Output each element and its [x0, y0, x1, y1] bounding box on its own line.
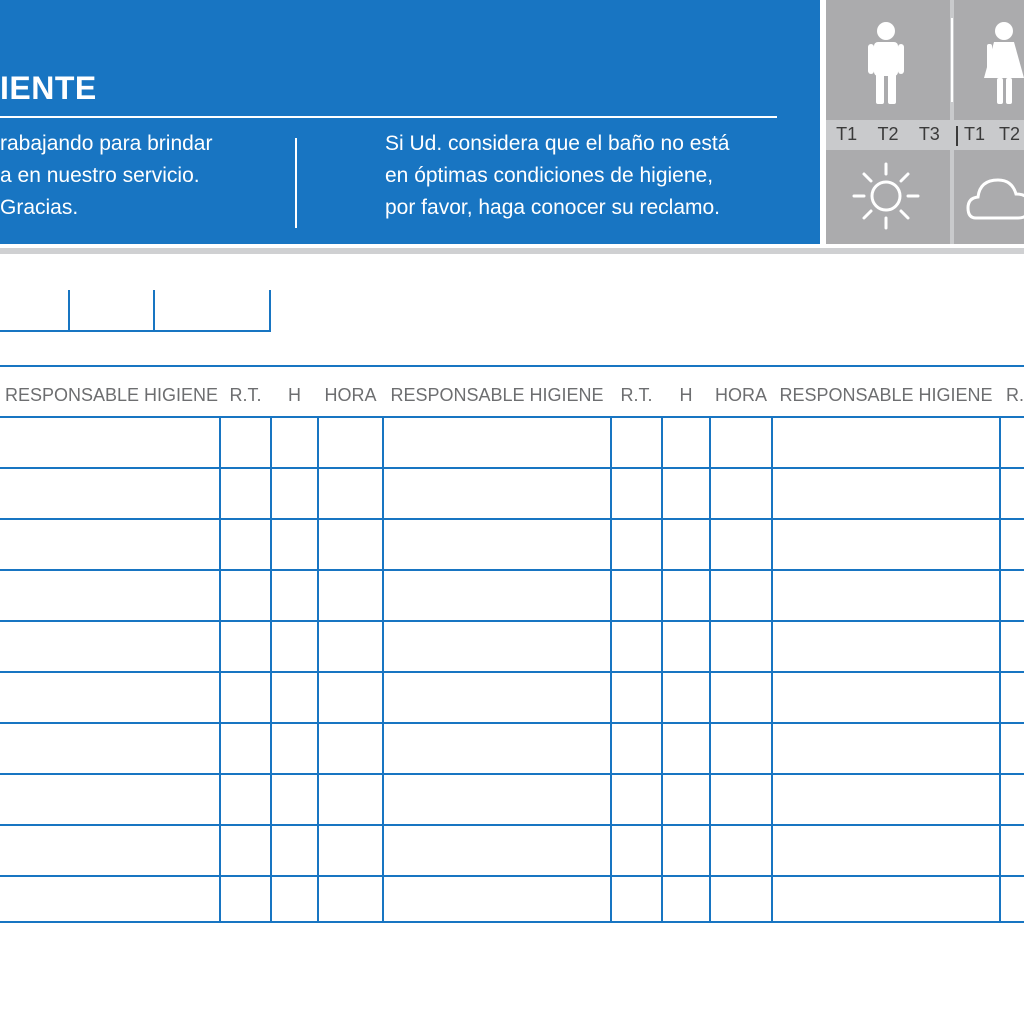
turn-label: T2	[877, 124, 899, 144]
column-header: H	[679, 385, 693, 405]
column-header: RESPONSABLE HIGIENE	[779, 385, 993, 405]
table-rule	[0, 467, 1024, 469]
column-header: HORA	[714, 385, 767, 405]
notice-line: por favor, haga conocer su reclamo.	[385, 196, 721, 219]
column-rule	[999, 416, 1001, 921]
intro-line: a en nuestro servicio.	[0, 164, 200, 187]
banner-bottom-rule	[0, 248, 1024, 254]
column-header: RESPONSABLE HIGIENE	[390, 385, 604, 405]
header-banner	[0, 0, 820, 244]
table-rule	[0, 620, 1024, 622]
men-cell	[826, 0, 950, 120]
panel-separator	[951, 18, 953, 102]
column-rule	[382, 416, 384, 921]
box-divider	[68, 290, 70, 332]
column-rule	[709, 416, 711, 921]
column-rule	[317, 416, 319, 921]
intro-line: Gracias.	[0, 196, 79, 219]
column-header: RESPONSABLE HIGIENE	[5, 385, 219, 405]
turn-label: T1	[964, 124, 986, 144]
sun-icon	[826, 150, 950, 244]
hygiene-log-table	[0, 365, 1024, 925]
turn-divider	[956, 126, 958, 146]
turn-label: T3	[918, 124, 940, 144]
turn-label: T2	[999, 124, 1021, 144]
column-rule	[270, 416, 272, 921]
column-header: H	[288, 385, 301, 405]
women-turns	[956, 124, 1024, 148]
column-header: R.T.	[620, 385, 653, 405]
cloud-cell	[954, 150, 1024, 244]
column-rule	[219, 416, 221, 921]
man-icon	[826, 0, 950, 120]
table-rule	[0, 722, 1024, 724]
woman-icon	[954, 0, 1024, 120]
table-rule	[0, 569, 1024, 571]
men-turns	[826, 124, 950, 148]
restroom-panel	[826, 0, 1024, 244]
notice-text	[385, 128, 805, 224]
column-header: HORA	[324, 385, 377, 405]
notice-line: en óptimas condiciones de higiene,	[385, 164, 714, 187]
table-rule	[0, 671, 1024, 673]
table-rule	[0, 824, 1024, 826]
table-rule	[0, 875, 1024, 877]
table-rule	[0, 518, 1024, 520]
banner-separator	[295, 138, 297, 228]
box-divider	[269, 290, 271, 332]
turn-label: T1	[836, 124, 858, 144]
banner-divider	[0, 116, 777, 118]
cloud-icon	[954, 150, 1024, 244]
intro-line: rabajando para brindar	[0, 132, 213, 155]
box-baseline	[0, 330, 271, 332]
table-rule	[0, 921, 1024, 923]
table-rule	[0, 773, 1024, 775]
intro-text	[0, 128, 280, 224]
column-rule	[771, 416, 773, 921]
sun-cell	[826, 150, 950, 244]
banner-title: IENTE	[0, 70, 97, 106]
women-cell	[954, 0, 1024, 120]
notice-line: Si Ud. considera que el baño no está	[385, 132, 730, 155]
column-header: R.	[1006, 385, 1024, 405]
column-rule	[610, 416, 612, 921]
column-rule	[661, 416, 663, 921]
box-divider	[153, 290, 155, 332]
entry-boxes	[0, 290, 271, 332]
column-header: R.T.	[229, 385, 262, 405]
